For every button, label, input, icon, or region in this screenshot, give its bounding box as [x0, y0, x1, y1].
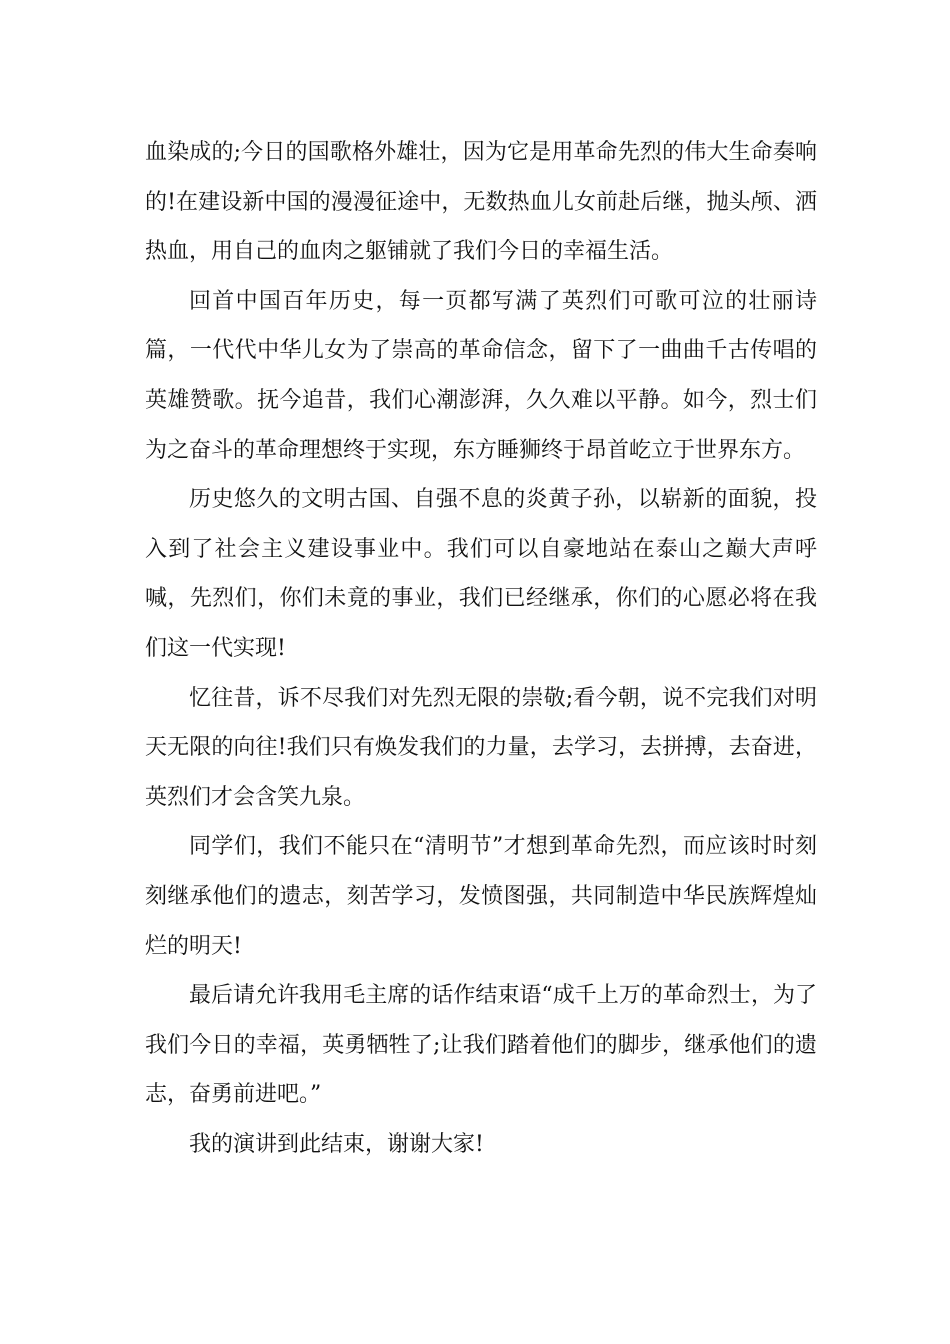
- paragraph-4: 忆往昔，诉不尽我们对先烈无限的崇敬;看今朝，说不完我们对明天无限的向往!我们只有焕发我们的力量，去学习，去拼搏，去奋进，英烈们才会含笑九泉。: [145, 685, 817, 810]
- paragraph-6: 最后请允许我用毛主席的话作结束语“成千上万的革命烈士，为了我们今日的幸福，英勇牺牲了;让我们踏着他们的脚步，继承他们的遗志，奋勇前进吧。”: [145, 983, 817, 1108]
- paragraph-1: 血染成的;今日的国歌格外雄壮，因为它是用革命先烈的伟大生命奏响的!在建设新中国的漫漫征途中，无数热血儿女前赴后继，抛头颅、洒热血，用自己的血肉之躯铺就了我们今日的幸福生活。: [145, 140, 817, 265]
- paragraph-5: 同学们，我们不能只在“清明节”才想到革命先烈，而应该时时刻刻继承他们的遗志，刻苦学习，发愤图强，共同制造中华民族辉煌灿烂的明天!: [145, 834, 817, 959]
- paragraph-2: 回首中国百年历史，每一页都写满了英烈们可歌可泣的壮丽诗篇，一代代中华儿女为了崇高的革命信念，留下了一曲曲千古传唱的英雄赞歌。抚今追昔，我们心潮澎湃，久久难以平静。如今，烈士们为之奋斗的革命理想终于实现，东方睡狮终于昂首屹立于世界东方。: [145, 288, 817, 463]
- paragraph-7: 我的演讲到此结束，谢谢大家!: [189, 1131, 484, 1157]
- paragraph-3: 历史悠久的文明古国、自强不息的炎黄子孙，以崭新的面貌，投入到了社会主义建设事业中。我们可以自豪地站在泰山之巅大声呼喊，先烈们，你们未竟的事业，我们已经继承，你们的心愿必将在我们这一代实现!: [145, 487, 817, 661]
- document-body: [145, 128, 817, 1169]
